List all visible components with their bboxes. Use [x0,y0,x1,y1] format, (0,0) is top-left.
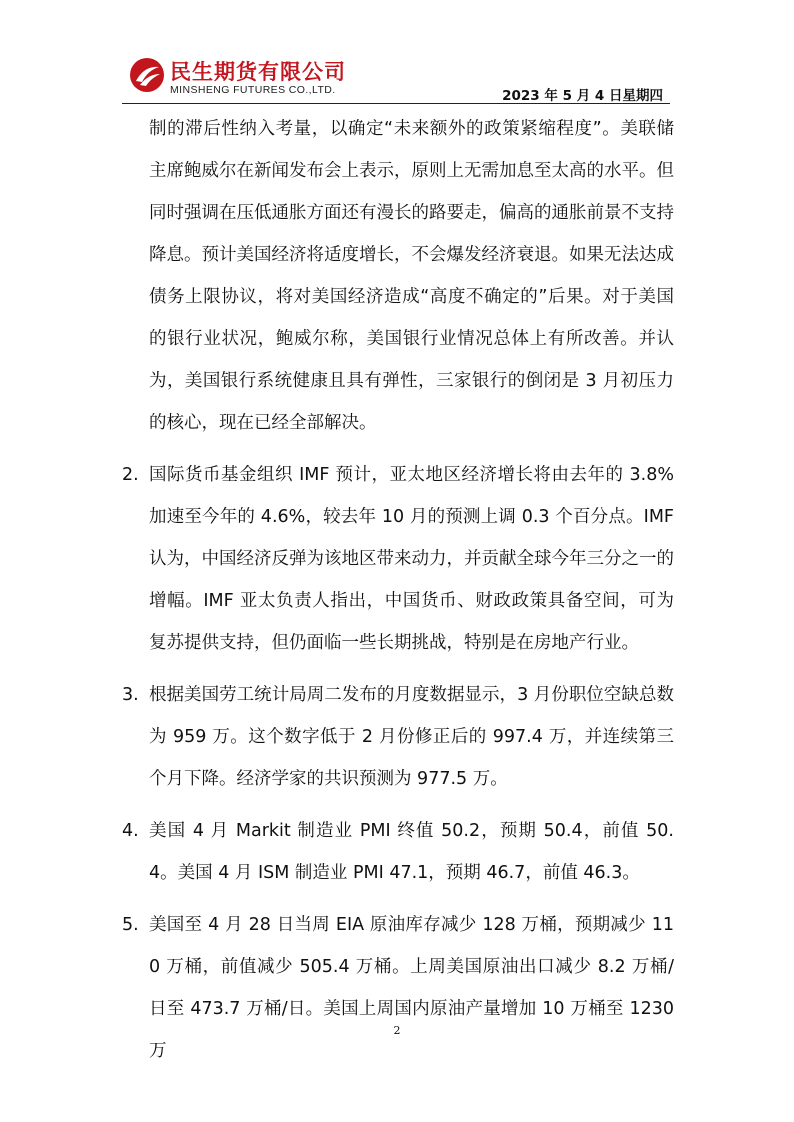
list-item-text: 根据美国劳工统计局周二发布的月度数据显示，3 月份职位空缺总数为 959 万。这个数字低于 2 月份修正后的 997.4 万，并连续第三个月下降。经济学家的共识预测为 977.5 万。 [149,685,674,789]
list-item-number: 2. [122,465,139,485]
list-item-number: 4. [122,821,139,841]
list-item-text: 美国 4 月 Markit 制造业 PMI 终值 50.2，预期 50.4，前值 50.4。美国 4 月 ISM 制造业 PMI 47.1，预期 46.7，前值 46.3。 [149,821,674,883]
list-item [122,454,674,664]
page-header [0,0,794,110]
list-item [122,674,674,800]
header-divider [122,103,670,104]
report-date: 2023 年 5 月 4 日星期四 [502,88,663,104]
list-item-number: 5. [122,915,139,935]
list-item-text: 国际货币基金组织 IMF 预计，亚太地区经济增长将由去年的 3.8%加速至今年的 4.6%，较去年 10 月的预测上调 0.3 个百分点。IMF 认为，中国经济反弹为该地区带来动力，并贡献全球今年三分之一的增幅。IMF 亚太负责人指出，中国货币、财政政策具备空间，可为复苏提供支持，但仍面临一些长期挑战，特别是在房地产行业。 [149,465,674,653]
list-item [122,904,674,1072]
company-name-cn: 民生期货有限公司 [170,60,346,84]
lead-paragraph: 制的滞后性纳入考量，以确定“未来额外的政策紧缩程度”。美联储主席鲍威尔在新闻发布会上表示，原则上无需加息至太高的水平。但同时强调在压低通胀方面还有漫长的路要走，偏高的通胀前景不支持降息。预计美国经济将适度增长，不会爆发经济衰退。如果无法达成债务上限协议，将对美国经济造成“高度不确定的”后果。对于美国的银行业状况，鲍威尔称，美国银行业情况总体上有所改善。并认为，美国银行系统健康且具有弹性，三家银行的倒闭是 3 月初压力的核心，现在已经全部解决。 [149,119,674,433]
list-item-text: 美国至 4 月 28 日当周 EIA 原油库存减少 128 万桶，预期减少 110 万桶，前值减少 505.4 万桶。上周美国原油出口减少 8.2 万桶/日至 473.7 万桶/日。美国上周国内原油产量增加 10 万桶至 1230 万 [149,915,674,1061]
list-item-number: 3. [122,685,139,705]
document-body [122,108,674,1072]
list-item [122,810,674,894]
company-name-en: MINSHENG FUTURES CO.,LTD. [170,84,336,96]
minsheng-logo-icon [128,56,166,94]
page-number: 2 [393,1024,401,1037]
